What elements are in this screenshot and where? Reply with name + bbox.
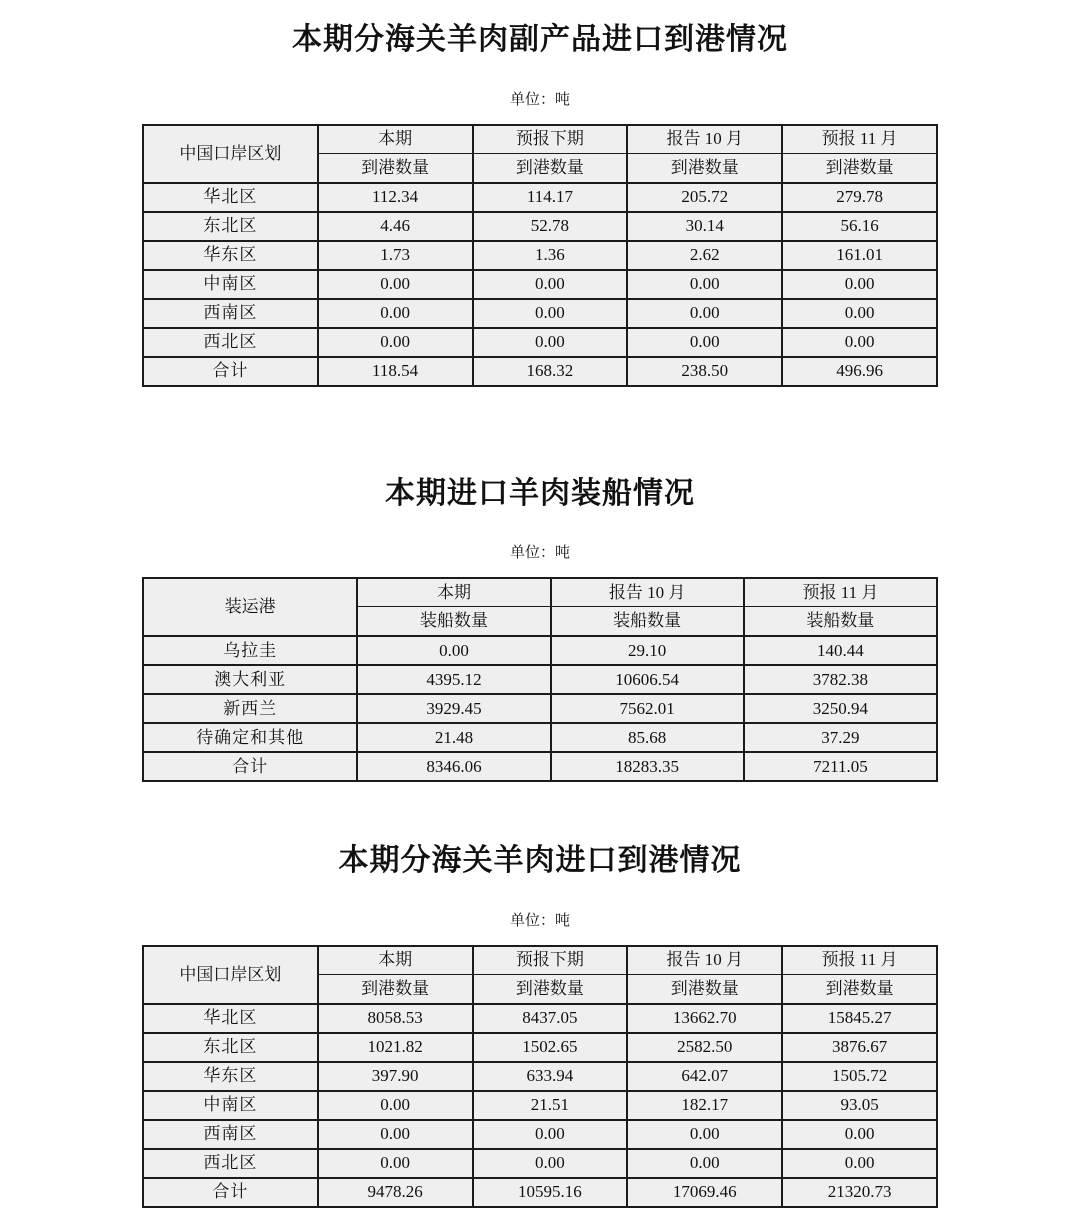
value-cell: 1.36 xyxy=(473,241,628,270)
period-header-cell: 本期 xyxy=(318,946,473,975)
value-cell: 21.48 xyxy=(357,723,550,752)
table-row xyxy=(143,241,937,270)
report-page xyxy=(142,0,938,1208)
table-row xyxy=(143,1120,937,1149)
header-period-row xyxy=(143,946,937,975)
value-cell: 4395.12 xyxy=(357,665,550,694)
value-cell: 114.17 xyxy=(473,183,628,212)
value-cell: 4.46 xyxy=(318,212,473,241)
value-cell: 30.14 xyxy=(627,212,782,241)
value-cell: 0.00 xyxy=(782,270,937,299)
row-label-cell: 合计 xyxy=(143,1178,318,1207)
period-header-cell: 报告 10 月 xyxy=(627,125,782,154)
value-cell: 168.32 xyxy=(473,357,628,386)
row-label-cell: 西南区 xyxy=(143,1120,318,1149)
table-row xyxy=(143,1004,937,1033)
unit-label: 单位：吨 xyxy=(509,912,570,929)
row-label-cell: 东北区 xyxy=(143,1033,318,1062)
value-cell: 0.00 xyxy=(627,270,782,299)
value-cell: 85.68 xyxy=(551,723,744,752)
value-cell: 2.62 xyxy=(627,241,782,270)
value-cell: 0.00 xyxy=(318,1149,473,1178)
row-label-cell: 新西兰 xyxy=(143,694,357,723)
value-cell: 10595.16 xyxy=(473,1178,628,1207)
value-cell: 8058.53 xyxy=(318,1004,473,1033)
table-row xyxy=(143,1149,937,1178)
period-header-cell: 预报下期 xyxy=(473,946,628,975)
period-header-cell: 本期 xyxy=(357,578,550,607)
table-row xyxy=(143,1033,937,1062)
value-cell: 8346.06 xyxy=(357,752,550,781)
value-cell: 7211.05 xyxy=(744,752,937,781)
row-label-cell: 西北区 xyxy=(143,1149,318,1178)
value-cell: 9478.26 xyxy=(318,1178,473,1207)
value-cell: 0.00 xyxy=(782,1149,937,1178)
value-cell: 3929.45 xyxy=(357,694,550,723)
value-cell: 238.50 xyxy=(627,357,782,386)
total-row xyxy=(143,752,937,781)
value-cell: 8437.05 xyxy=(473,1004,628,1033)
measure-header-cell: 到港数量 xyxy=(473,153,628,183)
value-cell: 15845.27 xyxy=(782,1004,937,1033)
measure-header-cell: 到港数量 xyxy=(318,974,473,1004)
value-cell: 0.00 xyxy=(627,328,782,357)
value-cell: 1021.82 xyxy=(318,1033,473,1062)
row-label-cell: 西北区 xyxy=(143,328,318,357)
value-cell: 0.00 xyxy=(473,270,628,299)
corner-header-cell: 装运港 xyxy=(143,578,357,636)
value-cell: 397.90 xyxy=(318,1062,473,1091)
value-cell: 496.96 xyxy=(782,357,937,386)
value-cell: 29.10 xyxy=(551,636,744,665)
measure-header-cell: 到港数量 xyxy=(318,153,473,183)
row-label-cell: 合计 xyxy=(143,752,357,781)
section-mutton-arrivals xyxy=(142,782,938,1208)
period-header-cell: 预报 11 月 xyxy=(744,578,937,607)
value-cell: 0.00 xyxy=(473,299,628,328)
section-title: 本期分海关羊肉副产品进口到港情况 xyxy=(292,23,788,56)
measure-header-cell: 到港数量 xyxy=(627,974,782,1004)
value-cell: 10606.54 xyxy=(551,665,744,694)
table-row xyxy=(143,212,937,241)
value-cell: 0.00 xyxy=(318,299,473,328)
value-cell: 112.34 xyxy=(318,183,473,212)
value-cell: 93.05 xyxy=(782,1091,937,1120)
value-cell: 56.16 xyxy=(782,212,937,241)
value-cell: 3250.94 xyxy=(744,694,937,723)
measure-header-cell: 到港数量 xyxy=(782,974,937,1004)
value-cell: 118.54 xyxy=(318,357,473,386)
row-label-cell: 西南区 xyxy=(143,299,318,328)
value-cell: 0.00 xyxy=(318,328,473,357)
corner-header-cell: 中国口岸区划 xyxy=(143,946,318,1004)
table-row xyxy=(143,694,937,723)
value-cell: 21.51 xyxy=(473,1091,628,1120)
row-label-cell: 华北区 xyxy=(143,183,318,212)
measure-header-cell: 装船数量 xyxy=(357,607,550,637)
section-byproduct-arrivals xyxy=(142,0,938,387)
corner-header-cell: 中国口岸区划 xyxy=(143,125,318,183)
mutton-shipments-table xyxy=(142,577,938,782)
value-cell: 17069.46 xyxy=(627,1178,782,1207)
value-cell: 0.00 xyxy=(473,328,628,357)
header-period-row xyxy=(143,578,937,607)
section-title: 本期进口羊肉装船情况 xyxy=(385,476,695,510)
row-label-cell: 华北区 xyxy=(143,1004,318,1033)
value-cell: 0.00 xyxy=(473,1120,628,1149)
period-header-cell: 本期 xyxy=(318,125,473,154)
byproduct-arrivals-table xyxy=(142,124,938,387)
period-header-cell: 报告 10 月 xyxy=(627,946,782,975)
table-row xyxy=(143,1091,937,1120)
table-row xyxy=(143,665,937,694)
mutton-arrivals-table xyxy=(142,945,938,1208)
value-cell: 18283.35 xyxy=(551,752,744,781)
unit-label: 单位：吨 xyxy=(509,545,570,561)
value-cell: 642.07 xyxy=(627,1062,782,1091)
measure-header-cell: 装船数量 xyxy=(551,607,744,637)
measure-header-cell: 到港数量 xyxy=(782,153,937,183)
value-cell: 205.72 xyxy=(627,183,782,212)
value-cell: 3876.67 xyxy=(782,1033,937,1062)
row-label-cell: 华东区 xyxy=(143,1062,318,1091)
table-row xyxy=(143,299,937,328)
value-cell: 0.00 xyxy=(782,328,937,357)
value-cell: 0.00 xyxy=(627,1120,782,1149)
table-row xyxy=(143,328,937,357)
section-title: 本期分海关羊肉进口到港情况 xyxy=(338,844,742,877)
measure-header-cell: 到港数量 xyxy=(627,153,782,183)
value-cell: 0.00 xyxy=(627,1149,782,1178)
value-cell: 0.00 xyxy=(318,1120,473,1149)
value-cell: 633.94 xyxy=(473,1062,628,1091)
value-cell: 0.00 xyxy=(318,270,473,299)
total-row xyxy=(143,357,937,386)
value-cell: 52.78 xyxy=(473,212,628,241)
row-label-cell: 澳大利亚 xyxy=(143,665,357,694)
table-row xyxy=(143,1062,937,1091)
value-cell: 21320.73 xyxy=(782,1178,937,1207)
value-cell: 182.17 xyxy=(627,1091,782,1120)
value-cell: 140.44 xyxy=(744,636,937,665)
value-cell: 0.00 xyxy=(782,299,937,328)
value-cell: 1505.72 xyxy=(782,1062,937,1091)
row-label-cell: 合计 xyxy=(143,357,318,386)
header-period-row xyxy=(143,125,937,154)
row-label-cell: 乌拉圭 xyxy=(143,636,357,665)
value-cell: 161.01 xyxy=(782,241,937,270)
value-cell: 3782.38 xyxy=(744,665,937,694)
value-cell: 1502.65 xyxy=(473,1033,628,1062)
value-cell: 0.00 xyxy=(318,1091,473,1120)
value-cell: 1.73 xyxy=(318,241,473,270)
row-label-cell: 中南区 xyxy=(143,270,318,299)
value-cell: 2582.50 xyxy=(627,1033,782,1062)
total-row xyxy=(143,1178,937,1207)
measure-header-cell: 到港数量 xyxy=(473,974,628,1004)
period-header-cell: 预报 11 月 xyxy=(782,946,937,975)
value-cell: 0.00 xyxy=(357,636,550,665)
table-row xyxy=(143,723,937,752)
table-row xyxy=(143,270,937,299)
value-cell: 0.00 xyxy=(782,1120,937,1149)
measure-header-cell: 装船数量 xyxy=(744,607,937,637)
row-label-cell: 中南区 xyxy=(143,1091,318,1120)
row-label-cell: 待确定和其他 xyxy=(143,723,357,752)
value-cell: 279.78 xyxy=(782,183,937,212)
value-cell: 0.00 xyxy=(627,299,782,328)
section-mutton-shipments xyxy=(142,387,938,783)
period-header-cell: 预报下期 xyxy=(473,125,628,154)
period-header-cell: 报告 10 月 xyxy=(551,578,744,607)
row-label-cell: 东北区 xyxy=(143,212,318,241)
value-cell: 0.00 xyxy=(473,1149,628,1178)
table-row xyxy=(143,636,937,665)
unit-label: 单位：吨 xyxy=(509,91,570,108)
value-cell: 37.29 xyxy=(744,723,937,752)
period-header-cell: 预报 11 月 xyxy=(782,125,937,154)
row-label-cell: 华东区 xyxy=(143,241,318,270)
value-cell: 7562.01 xyxy=(551,694,744,723)
value-cell: 13662.70 xyxy=(627,1004,782,1033)
table-row xyxy=(143,183,937,212)
